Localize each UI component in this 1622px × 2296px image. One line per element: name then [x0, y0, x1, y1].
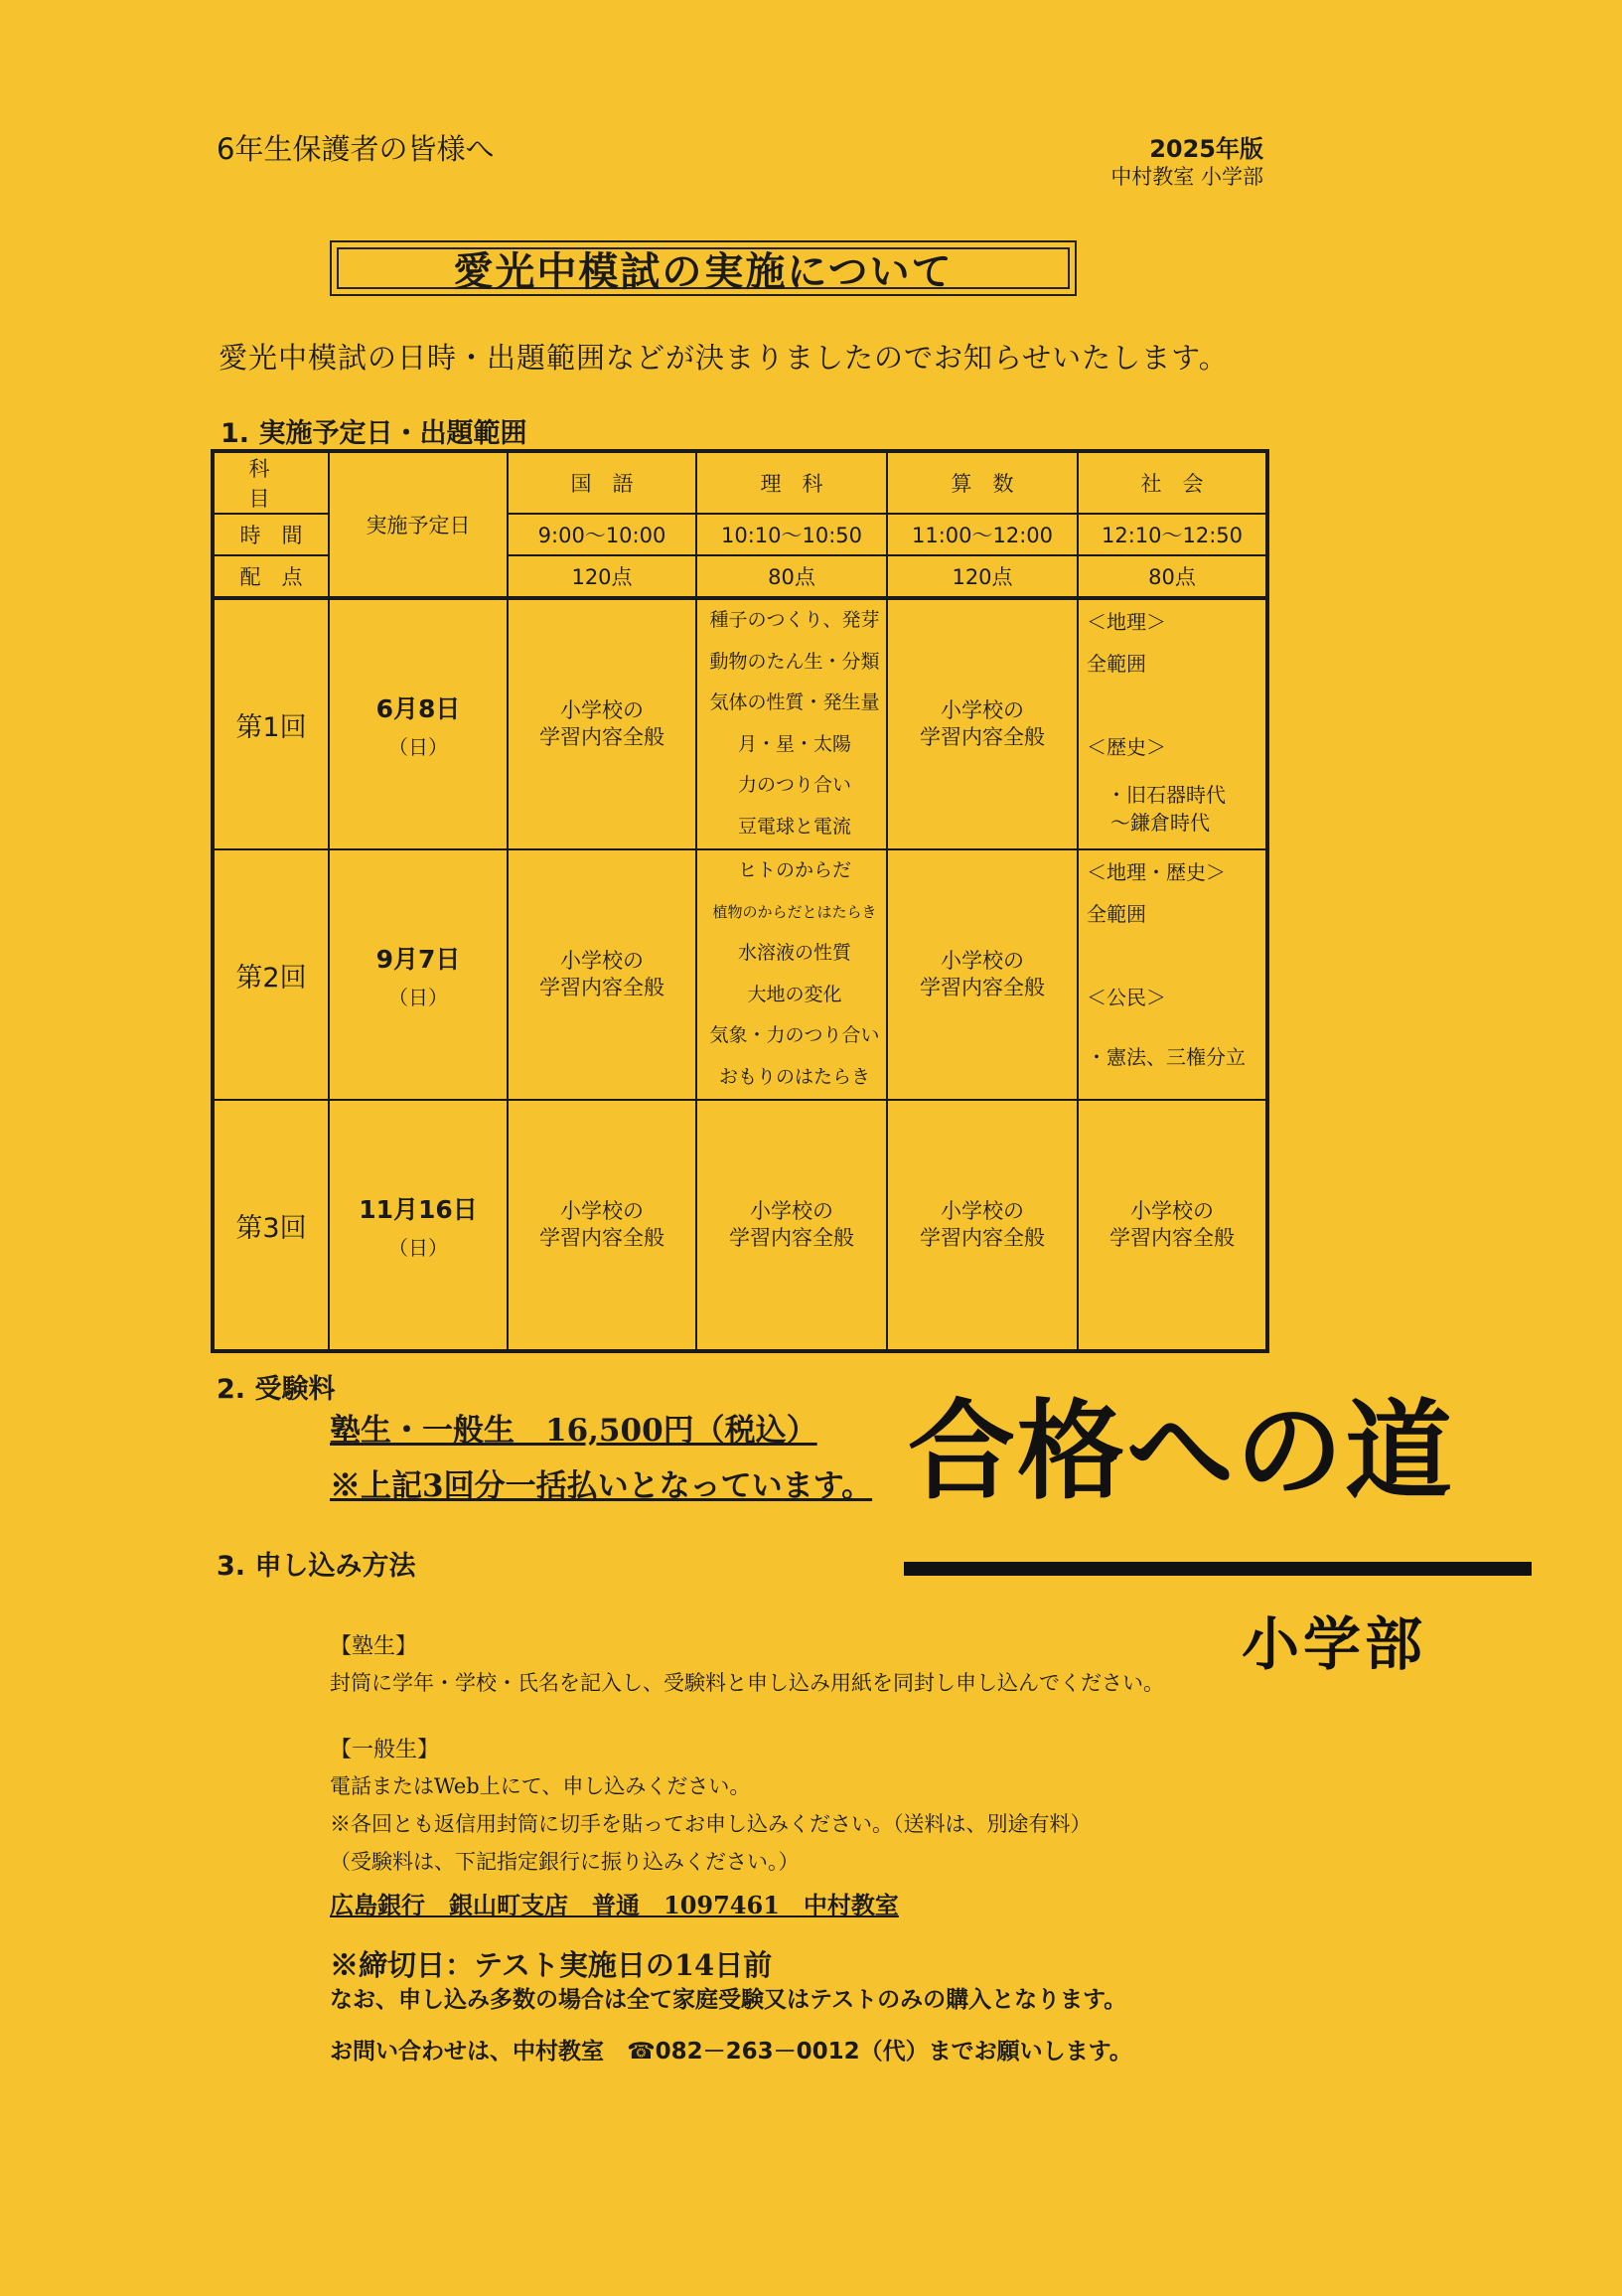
rika-scope: [696, 598, 887, 849]
scope-line: 学習内容全般: [1109, 1226, 1235, 1250]
contact-info: お問い合わせは、中村教室 ☎082－263－0012（代）までお願いします。: [330, 2039, 1132, 2065]
addressee: 6年生保護者の皆様へ: [217, 132, 495, 166]
organization: 中村教室 小学部: [1110, 165, 1263, 189]
subject-label: 科 目: [213, 451, 329, 514]
scope-line: 全範囲: [1087, 652, 1146, 676]
round-date: [329, 598, 508, 849]
juku-text: 封筒に学年・学校・氏名を記入し、受験料と申し込み用紙を同封し申し込んでください。: [330, 1671, 1164, 1695]
scope-line: 学習内容全般: [920, 976, 1045, 999]
general-text-1: 電話またはWeb上にて、申し込みください。: [330, 1774, 751, 1798]
day-of-week: （日）: [388, 734, 448, 759]
scope-line: ヒトのからだ: [737, 859, 851, 881]
page-title: 愛光中模試の実施について: [453, 248, 954, 295]
general-text-3: （受験料は、下記指定銀行に振り込みください。）: [330, 1850, 800, 1874]
scope-line: 小学校の: [941, 1198, 1024, 1223]
subject-sansu: 算 数: [887, 451, 1078, 514]
subject-row: [213, 451, 1267, 514]
round-label: 第1回: [213, 598, 329, 849]
general-label: 【一般生】: [330, 1738, 440, 1762]
time-label: 時 間: [213, 514, 329, 555]
table-row: [213, 849, 1267, 1100]
round-date: [329, 1100, 508, 1351]
scope-line: おもりのはたらき: [718, 1065, 870, 1088]
scope-line: ・旧石器時代: [1106, 783, 1226, 807]
scope-line: ・憲法、三権分立: [1087, 1045, 1246, 1069]
scope-line: 動物のたん生・分類: [709, 650, 880, 673]
scope-line: 学習内容全般: [539, 1226, 664, 1250]
scope-line: 豆電球と電流: [737, 815, 851, 838]
kokugo-scope: [508, 598, 696, 849]
round-label: 第3回: [213, 1100, 329, 1351]
scope-line: 小学校の: [750, 1198, 833, 1223]
capacity-note: なお、申し込み多数の場合は全て家庭受験又はテストのみの購入となります。: [330, 1987, 1127, 2013]
day-of-week: （日）: [388, 985, 448, 1009]
section3-heading: 3. 申し込み方法: [217, 1551, 416, 1582]
shakai-scope: [1078, 1100, 1267, 1351]
logo-main-text: 合格への道: [908, 1390, 1455, 1514]
points-sansu: 120点: [887, 555, 1078, 598]
scope-line: 学習内容全般: [920, 1226, 1045, 1250]
scope-line: 小学校の: [560, 948, 644, 973]
scope-line: 学習内容全般: [539, 725, 664, 749]
sansu-scope: [887, 598, 1078, 849]
scope-line: 学習内容全般: [539, 976, 664, 999]
logo-sub-text: 小学部: [1242, 1610, 1427, 1678]
kokugo-scope: [508, 849, 696, 1100]
date-text: 9月7日: [375, 944, 461, 974]
shakai-scope: [1078, 598, 1267, 849]
scope-line: 力のつり合い: [737, 774, 851, 796]
scope-line: ＜歴史＞: [1087, 735, 1166, 759]
rika-scope: [696, 1100, 887, 1351]
scope-line: 月・星・太陽: [737, 732, 851, 755]
bank-account: 広島銀行 銀山町支店 普通 1097461 中村教室: [330, 1891, 899, 1919]
deadline: ※締切日：テスト実施日の14日前: [330, 1948, 773, 1982]
intro-text: 愛光中模試の日時・出題範囲などが決まりましたのでお知らせいたします。: [219, 341, 1229, 375]
table-row: [213, 1100, 1267, 1351]
scope-line: 種子のつくり、発芽: [709, 609, 880, 631]
subject-kokugo: 国 語: [508, 451, 696, 514]
scope-line: 小学校の: [941, 948, 1024, 973]
scope-line: 気象・力のつり合い: [709, 1024, 880, 1046]
day-of-week: （日）: [388, 1235, 448, 1260]
sansu-scope: [887, 1100, 1078, 1351]
scope-line: 学習内容全般: [920, 725, 1045, 749]
date-col-label: 実施予定日: [329, 451, 508, 598]
section1-heading: 1. 実施予定日・出題範囲: [221, 418, 527, 449]
juku-label: 【塾生】: [330, 1634, 418, 1659]
scope-line: 水溶液の性質: [737, 942, 851, 964]
scope-line: 大地の変化: [747, 983, 842, 1005]
date-text: 11月16日: [359, 1194, 478, 1224]
points-label: 配 点: [213, 555, 329, 598]
kokugo-scope: [508, 1100, 696, 1351]
fee-amount: 塾生・一般生 16,500円（税込）: [330, 1413, 817, 1449]
scope-line: 小学校の: [941, 697, 1024, 722]
sansu-scope: [887, 849, 1078, 1100]
logo-underline: [904, 1562, 1532, 1576]
schedule-table: [211, 449, 1269, 1353]
scope-line: 全範囲: [1087, 902, 1146, 926]
round-date: [329, 849, 508, 1100]
points-rika: 80点: [696, 555, 887, 598]
title-box: [330, 240, 1077, 296]
time-sansu: 11:00～12:00: [887, 514, 1078, 555]
scope-line: 小学校の: [560, 1198, 644, 1223]
subject-rika: 理 科: [696, 451, 887, 514]
time-shakai: 12:10～12:50: [1078, 514, 1267, 555]
scope-line: 植物のからだとはたらき: [712, 902, 877, 921]
section2-heading: 2. 受験料: [217, 1374, 336, 1405]
time-kokugo: 9:00～10:00: [508, 514, 696, 555]
shakai-scope: [1078, 849, 1267, 1100]
scope-line: ～鎌倉時代: [1110, 811, 1210, 835]
round-label: 第2回: [213, 849, 329, 1100]
scope-line: 小学校の: [560, 697, 644, 722]
rika-scope: [696, 849, 887, 1100]
date-text: 6月8日: [375, 693, 461, 723]
scope-line: 小学校の: [1130, 1198, 1214, 1223]
points-kokugo: 120点: [508, 555, 696, 598]
time-rika: 10:10～10:50: [696, 514, 887, 555]
fee-note: ※上記3回分一括払いとなっています。: [330, 1468, 873, 1504]
subject-shakai: 社 会: [1078, 451, 1267, 514]
scope-line: ＜地理＞: [1087, 610, 1166, 634]
scope-line: 学習内容全般: [729, 1226, 854, 1250]
scope-line: ＜地理・歴史＞: [1087, 860, 1226, 884]
points-shakai: 80点: [1078, 555, 1267, 598]
scope-line: ＜公民＞: [1087, 986, 1166, 1009]
edition-year: 2025年版: [1149, 135, 1263, 163]
scope-line: 気体の性質・発生量: [709, 691, 880, 713]
general-text-2: ※各回とも返信用封筒に切手を貼ってお申し込みください。（送料は、別途有料）: [330, 1812, 1092, 1836]
table-row: [213, 598, 1267, 849]
